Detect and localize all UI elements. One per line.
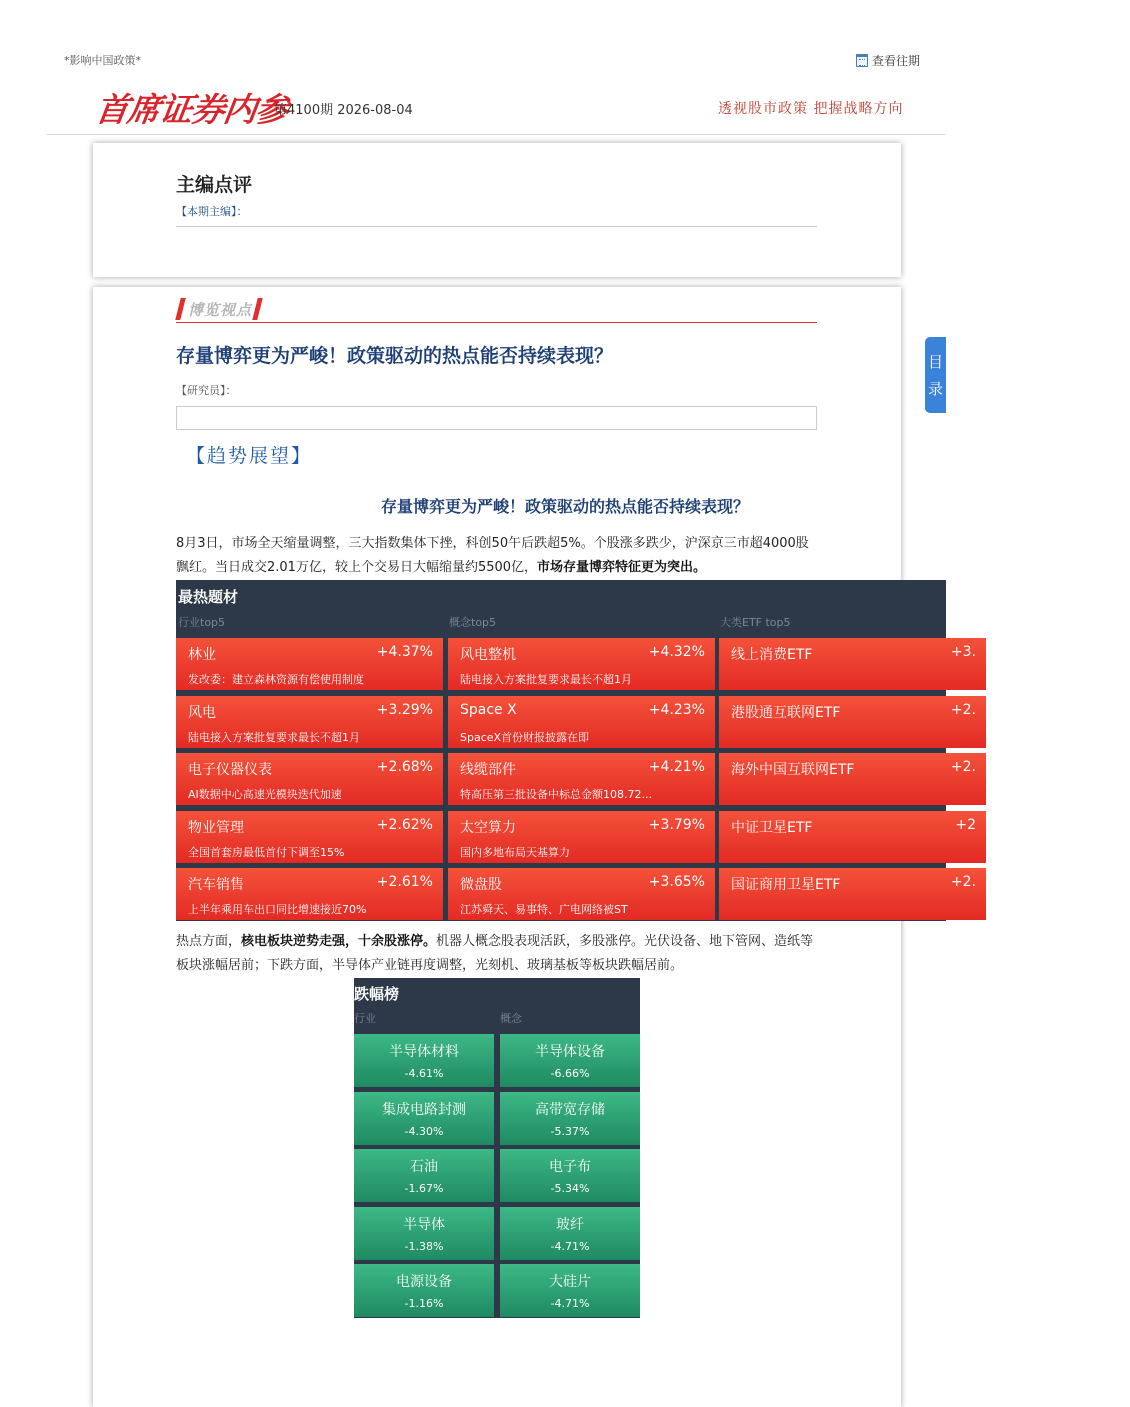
hot-tile-concept[interactable] (448, 868, 715, 920)
section-name: 博览视点 (188, 300, 253, 319)
hot-col-etf: 大类ETF top5 (720, 616, 791, 629)
hot-tile-name: Space X (460, 701, 517, 718)
decline-tile-name: 玻纤 (556, 1216, 584, 1233)
hot-tile-name: 物业管理 (188, 819, 244, 836)
hot-tile-news: 江苏舜天、易事特、广电网络被ST (460, 903, 628, 916)
hot-tile-change: +4.32% (648, 644, 705, 660)
hot-tile-etf[interactable] (719, 811, 986, 863)
hot-tile-name: 国证商用卫星ETF (731, 877, 841, 893)
hot-tile-industry[interactable] (176, 753, 443, 805)
hot-tile-etf[interactable] (719, 638, 986, 690)
hot-tile-concept[interactable] (448, 696, 715, 748)
hot-tile-change: +3. (950, 644, 976, 660)
section-logo (178, 298, 260, 320)
hot-col-concept: 概念top5 (449, 616, 497, 629)
decline-tile-concept[interactable] (500, 1264, 640, 1317)
hot-tile-name: 中证卫星ETF (731, 819, 813, 836)
hot-col-industry: 行业top5 (178, 616, 226, 629)
hot-tile-name: 电子仪器仪表 (188, 762, 272, 778)
hot-tile-change: +2 (955, 816, 976, 833)
researcher-line: 【研究员】： (176, 384, 237, 397)
hot-tile-concept[interactable] (448, 811, 715, 863)
hot-tile-news: 特高压第三批设备中标总金额108.72... (460, 788, 652, 801)
decline-tile-name: 半导体材料 (389, 1044, 459, 1060)
hot-tile-concept[interactable] (448, 638, 715, 690)
decline-tile-name: 大硅片 (549, 1274, 591, 1290)
hot-tile-name: 线上消费ETF (731, 647, 813, 663)
decline-col-industry: 行业 (354, 1012, 376, 1025)
issue-info: 第4100期 2026-08-04 (274, 103, 413, 118)
hot-topics-title: 最热题材 (178, 588, 239, 606)
hot-topics-panel (176, 580, 976, 921)
decline-tile-name: 电子布 (549, 1159, 591, 1175)
decline-tile-name: 电源设备 (396, 1274, 452, 1290)
hot-tile-news: AI数据中心高速光模块迭代加速 (188, 788, 342, 801)
hot-tile-change: +4.37% (376, 644, 433, 660)
hot-tile-name: 太空算力 (460, 819, 516, 836)
article-subtitle: 存量博弈更为严峻！政策驱动的热点能否持续表现？ (380, 497, 749, 516)
decline-tile-change: -1.38% (404, 1239, 444, 1253)
hot-tile-change: +2.68% (376, 759, 433, 775)
hot-tile-name: 风电整机 (460, 647, 516, 663)
hot-tile-news: 陆电接入方案批复要求最长不超1月 (460, 673, 632, 686)
hot-tile-name: 海外中国互联网ETF (731, 762, 855, 778)
decline-tile-name: 集成电路封测 (382, 1101, 466, 1118)
hot-tile-etf[interactable] (719, 868, 986, 920)
decline-tile-concept[interactable] (500, 1092, 640, 1145)
decline-tile-industry[interactable] (354, 1092, 494, 1145)
researcher-box (176, 406, 817, 430)
toc-tab[interactable] (925, 337, 946, 413)
decline-tile-name: 高带宽存储 (535, 1101, 605, 1118)
editor-name-line: 【本期主编】： (176, 205, 248, 218)
decline-tile-change: -4.30% (404, 1124, 444, 1138)
hot-tile-change: +3.79% (648, 816, 705, 833)
decline-col-concept: 概念 (500, 1012, 522, 1025)
hot-tile-change: +4.21% (648, 759, 705, 775)
decline-tile-change: -1.16% (404, 1297, 444, 1310)
hot-tile-industry[interactable] (176, 868, 443, 920)
hot-tile-change: +2. (950, 701, 976, 718)
hot-tile-name: 林业 (188, 647, 216, 663)
hot-tile-news: 陆电接入方案批复要求最长不超1月 (188, 730, 360, 744)
decline-tile-change: -5.34% (550, 1182, 590, 1195)
slogan: 透视股市政策 把握战略方向 (718, 101, 904, 117)
hot-tile-news: 国内多地布局天基算力 (460, 845, 570, 859)
hot-tile-name: 汽车销售 (188, 877, 244, 893)
hot-tile-concept[interactable] (448, 753, 715, 805)
hot-tile-news: 上半年乘用车出口同比增速接近70% (188, 903, 367, 916)
archive-link[interactable] (856, 52, 920, 69)
hot-tile-news: SpaceX首份财报披露在即 (460, 730, 590, 744)
decline-panel (354, 978, 640, 1318)
decline-title: 跌幅榜 (354, 985, 400, 1003)
hot-tile-name: 线缆部件 (460, 762, 516, 778)
toc-char-2: 录 (927, 380, 943, 398)
paragraph-market: 8月3日，市场全天缩量调整，三大指数集体下挫，科创50午后跌超5%。个股涨多跌少，沪深京三市超4000股飘红。当日成交2.01万亿，较上个交易日大幅缩量约5500亿，市场存量博弈特征更为突出。 (176, 536, 809, 575)
decline-tile-concept[interactable] (500, 1149, 640, 1202)
decline-tile-concept[interactable] (500, 1034, 640, 1087)
header-tag: *影响中国政策* (64, 54, 141, 67)
archive-label: 查看往期 (872, 54, 921, 68)
decline-tile-industry[interactable] (354, 1264, 494, 1317)
decline-tile-industry[interactable] (354, 1034, 494, 1087)
hot-tile-industry[interactable] (176, 638, 443, 690)
hot-tile-change: +3.65% (648, 874, 705, 890)
hot-tile-change: +2.61% (376, 874, 433, 890)
hot-tile-change: +3.29% (376, 701, 433, 718)
brand-logo: 首席证券内参 (92, 90, 291, 129)
decline-tile-change: -5.37% (550, 1124, 590, 1138)
trend-heading: 【趋势展望】 (186, 445, 313, 467)
hot-tile-name: 微盘股 (460, 877, 502, 893)
decline-tile-change: -1.67% (404, 1182, 444, 1195)
decline-tile-concept[interactable] (500, 1207, 640, 1260)
hot-tile-change: +2.62% (376, 816, 433, 833)
calendar-icon (856, 54, 868, 67)
editor-title: 主编点评 (176, 174, 253, 196)
hot-tile-name: 港股通互联网ETF (731, 704, 841, 721)
header-divider (46, 134, 946, 135)
hot-tile-change: +2. (950, 759, 976, 775)
decline-tile-name: 半导体设备 (535, 1044, 605, 1060)
section-divider (176, 322, 817, 323)
hot-tile-change: +4.23% (648, 701, 705, 718)
paragraph-hotspots: 热点方面，核电板块逆势走强，十余股涨停。机器人概念股表现活跃，多股涨停。光伏设备、地下管网、造纸等板块涨幅居前；下跌方面，半导体产业链再度调整，光刻机、玻璃基板等板块跌幅居前。 (176, 934, 814, 973)
hot-tile-change: +2. (950, 874, 976, 890)
hot-tile-name: 风电 (188, 704, 216, 721)
hot-tile-industry[interactable] (176, 811, 443, 863)
hot-tile-industry[interactable] (176, 696, 443, 748)
article-title: 存量博弈更为严峻！政策驱动的热点能否持续表现？ (176, 345, 614, 367)
decline-tile-industry[interactable] (354, 1207, 494, 1260)
decline-tile-change: -6.66% (550, 1067, 590, 1080)
decline-tile-change: -4.71% (550, 1297, 590, 1310)
decline-tile-name: 半导体 (403, 1216, 445, 1233)
hot-tile-news: 全国首套房最低首付下调至15% (188, 845, 345, 859)
decline-tile-industry[interactable] (354, 1149, 494, 1202)
hot-tile-news: 发改委：建立森林资源有偿使用制度 (188, 673, 364, 686)
hot-tile-etf[interactable] (719, 753, 986, 805)
hot-tile-etf[interactable] (719, 696, 986, 748)
editor-divider (176, 226, 817, 227)
decline-tile-change: -4.61% (404, 1067, 444, 1080)
toc-char-1: 目 (927, 353, 943, 371)
decline-tile-change: -4.71% (550, 1239, 590, 1253)
decline-tile-name: 石油 (410, 1159, 438, 1175)
